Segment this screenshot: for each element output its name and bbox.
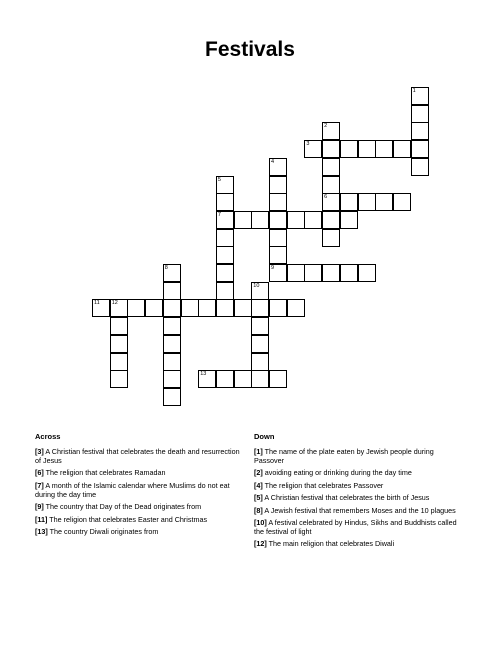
clue-number-label: 5 <box>217 176 221 183</box>
grid-cell[interactable] <box>251 335 269 353</box>
clue-text: The main religion that celebrates Diwali <box>268 539 395 549</box>
grid-cell[interactable] <box>216 211 234 229</box>
grid-cell[interactable] <box>110 317 128 335</box>
grid-cell[interactable] <box>322 211 340 229</box>
grid-cell[interactable] <box>110 353 128 371</box>
grid-cell[interactable] <box>216 176 234 194</box>
grid-cell[interactable] <box>304 211 322 229</box>
grid-cell[interactable] <box>163 264 181 282</box>
clue-text: A festival celebrated by Hindus, Sikhs and Buddhists called the festival of light <box>254 517 457 536</box>
down-clue-list <box>254 447 459 552</box>
grid-cell[interactable] <box>322 140 340 158</box>
across-clue-list <box>35 447 240 539</box>
grid-cell[interactable] <box>340 140 358 158</box>
grid-cell[interactable] <box>411 105 429 123</box>
grid-cell[interactable] <box>269 264 287 282</box>
clue-across-9 <box>35 502 240 511</box>
grid-cell[interactable] <box>269 211 287 229</box>
grid-cell[interactable] <box>269 193 287 211</box>
grid-cell[interactable] <box>393 193 411 211</box>
grid-cell[interactable] <box>322 229 340 247</box>
clue-across-7 <box>35 481 240 499</box>
grid-cell[interactable] <box>411 87 429 105</box>
grid-cell[interactable] <box>322 176 340 194</box>
grid-cell[interactable] <box>251 353 269 371</box>
grid-cell[interactable] <box>181 299 199 317</box>
clue-down-8 <box>254 506 459 515</box>
clue-number-label: 4 <box>271 158 275 165</box>
down-heading: Down <box>254 432 275 441</box>
clue-down-12 <box>254 539 459 548</box>
clue-down-4 <box>254 481 459 490</box>
clue-number: [10] <box>254 517 267 527</box>
grid-cell[interactable] <box>340 264 358 282</box>
grid-cell[interactable] <box>411 140 429 158</box>
grid-cell[interactable] <box>251 370 269 388</box>
clue-number: [6] <box>35 468 44 478</box>
clue-text: avoiding eating or drinking during the day time <box>264 468 412 478</box>
clue-number-label: 10 <box>253 282 260 289</box>
grid-cell[interactable] <box>216 282 234 300</box>
clue-number: [11] <box>35 514 48 524</box>
clue-number-label: 6 <box>324 194 328 201</box>
clue-number-label: 2 <box>324 123 328 130</box>
grid-cell[interactable] <box>251 282 269 300</box>
clue-number: [5] <box>254 493 263 503</box>
grid-cell[interactable] <box>234 370 252 388</box>
clue-number-label: 13 <box>200 371 207 378</box>
clue-number: [13] <box>35 526 48 536</box>
clue-number-label: 9 <box>271 265 275 271</box>
clue-number: [4] <box>254 480 263 490</box>
clue-number: [1] <box>254 447 263 456</box>
grid-cell[interactable] <box>110 299 128 317</box>
clue-number: [7] <box>35 480 44 490</box>
grid-cell[interactable] <box>163 299 181 317</box>
clue-text: The religion that celebrates Easter and Christmas <box>49 514 208 524</box>
clue-text: The country that Day of the Dead originates from <box>45 502 202 512</box>
grid-cell[interactable] <box>163 317 181 335</box>
grid-cell[interactable] <box>375 140 393 158</box>
grid-cell[interactable] <box>411 158 429 176</box>
grid-cell[interactable] <box>198 299 216 317</box>
grid-cell[interactable] <box>411 122 429 140</box>
clue-text: The name of the plate eaten by Jewish people during Passover <box>254 447 434 465</box>
grid-cell[interactable] <box>251 211 269 229</box>
grid-cell[interactable] <box>269 299 287 317</box>
grid-cell[interactable] <box>198 370 216 388</box>
grid-cell[interactable] <box>163 353 181 371</box>
clue-across-6 <box>35 468 240 477</box>
grid-cell[interactable] <box>375 193 393 211</box>
grid-cell[interactable] <box>269 176 287 194</box>
grid-cell[interactable] <box>163 282 181 300</box>
grid-cell[interactable] <box>163 388 181 406</box>
grid-cell[interactable] <box>322 122 340 140</box>
grid-cell[interactable] <box>251 317 269 335</box>
clue-number: [3] <box>35 447 44 456</box>
grid-cell[interactable] <box>358 193 376 211</box>
clue-across-13 <box>35 527 240 536</box>
clue-number: [8] <box>254 505 263 515</box>
grid-cell[interactable] <box>216 264 234 282</box>
clue-number-label: 8 <box>164 265 168 271</box>
grid-cell[interactable] <box>163 335 181 353</box>
clue-number-label: 1 <box>412 88 416 94</box>
grid-cell[interactable] <box>269 158 287 176</box>
grid-cell[interactable] <box>92 299 110 317</box>
grid-cell[interactable] <box>216 299 234 317</box>
grid-cell[interactable] <box>304 264 322 282</box>
clue-down-2 <box>254 468 459 477</box>
clue-number: [2] <box>254 468 263 478</box>
grid-cell[interactable] <box>304 140 322 158</box>
clue-text: A Christian festival that celebrates the death and resurrection of Jesus <box>35 447 240 465</box>
grid-cell[interactable] <box>234 299 252 317</box>
grid-cell[interactable] <box>269 229 287 247</box>
clue-across-3 <box>35 447 240 465</box>
clue-text: The religion that celebrates Ramadan <box>45 468 166 478</box>
grid-cell[interactable] <box>216 370 234 388</box>
clue-across-11 <box>35 515 240 524</box>
grid-cell[interactable] <box>251 299 269 317</box>
grid-cell[interactable] <box>216 246 234 264</box>
clue-text: The religion that celebrates Passover <box>264 480 384 490</box>
grid-cell[interactable] <box>322 264 340 282</box>
grid-cell[interactable] <box>340 211 358 229</box>
clue-number: [12] <box>254 539 267 549</box>
clue-down-5 <box>254 493 459 502</box>
clue-text: A month of the Islamic calendar where Muslims do not eat during the day time <box>35 480 230 499</box>
across-heading: Across <box>35 432 61 441</box>
clue-down-1 <box>254 447 459 465</box>
grid-cell[interactable] <box>216 229 234 247</box>
clue-number: [9] <box>35 502 44 512</box>
grid-cell[interactable] <box>269 370 287 388</box>
clue-text: The country Diwali originates from <box>49 526 159 536</box>
grid-cell[interactable] <box>145 299 163 317</box>
grid-cell[interactable] <box>110 370 128 388</box>
grid-cell[interactable] <box>234 211 252 229</box>
grid-cell[interactable] <box>287 299 305 317</box>
grid-cell[interactable] <box>287 264 305 282</box>
grid-cell[interactable] <box>322 193 340 211</box>
puzzle-title: Festivals <box>205 38 295 61</box>
grid-cell[interactable] <box>269 246 287 264</box>
clue-text: A Christian festival that celebrates the birth of Jesus <box>264 493 430 503</box>
clue-number-label: 7 <box>217 211 221 218</box>
clue-number-label: 12 <box>111 300 118 307</box>
grid-cell[interactable] <box>393 140 411 158</box>
grid-cell[interactable] <box>322 158 340 176</box>
grid-cell[interactable] <box>358 140 376 158</box>
grid-cell[interactable] <box>340 193 358 211</box>
grid-cell[interactable] <box>127 299 145 317</box>
grid-cell[interactable] <box>110 335 128 353</box>
clue-number-label: 11 <box>94 300 100 307</box>
clue-down-10 <box>254 518 459 536</box>
grid-cell[interactable] <box>287 211 305 229</box>
grid-cell[interactable] <box>163 370 181 388</box>
clue-text: A Jewish festival that remembers Moses and the 10 plagues <box>264 505 456 515</box>
grid-cell[interactable] <box>216 193 234 211</box>
clue-number-label: 3 <box>306 141 310 148</box>
grid-cell[interactable] <box>358 264 376 282</box>
